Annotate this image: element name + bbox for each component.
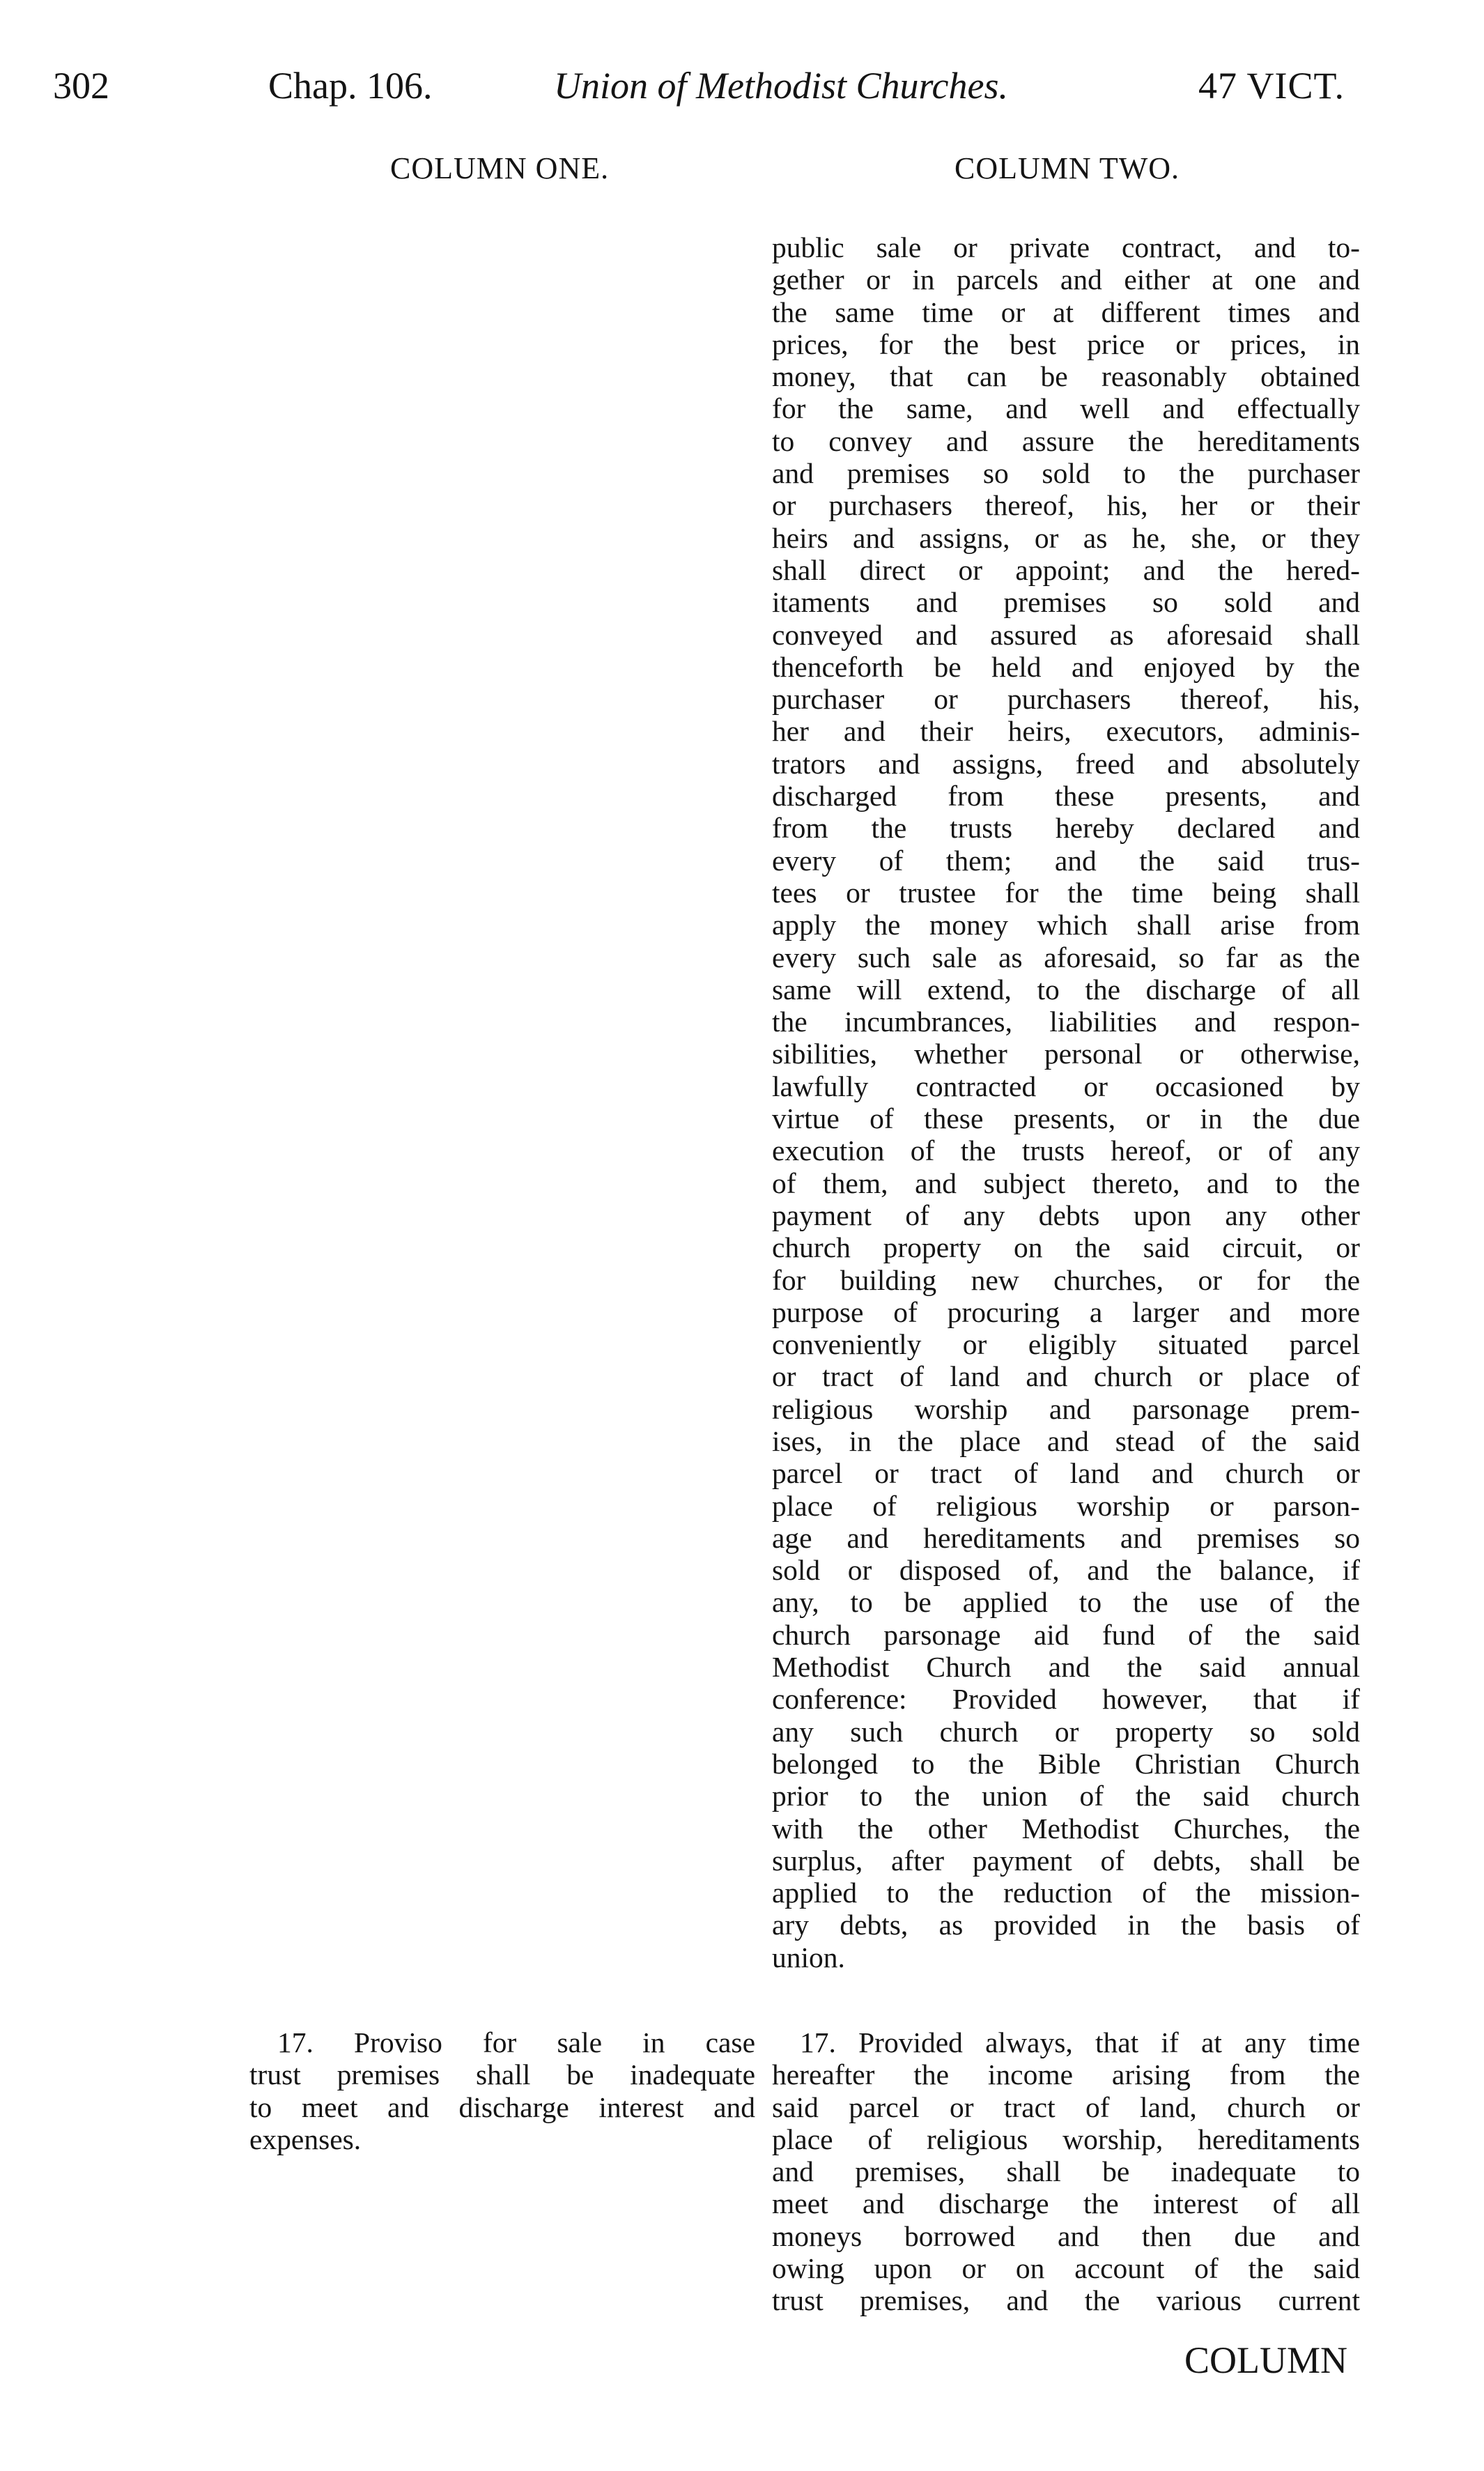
text-line: moneys borrowed and then due and — [772, 2219, 1360, 2252]
running-header — [0, 64, 1484, 120]
text-line: any, to be applied to the use of the — [772, 1586, 1360, 1619]
text-line: every such sale as aforesaid, so far as the — [772, 941, 1360, 973]
text-line: belonged to the Bible Christian Church — [772, 1747, 1360, 1780]
text-line: public sale or private contract, and to- — [772, 231, 1360, 263]
text-line: ary debts, as provided in the basis of — [772, 1909, 1360, 1941]
text-line: and premises so sold to the purchaser — [772, 457, 1360, 490]
text-line: virtue of these presents, or in the due — [772, 1102, 1360, 1135]
text-line: the incumbrances, liabilities and respon- — [772, 1006, 1360, 1038]
text-line: purpose of procuring a larger and more — [772, 1295, 1360, 1328]
regnal-year: 47 VICT. — [1198, 65, 1345, 107]
text-line: any such church or property so sold — [772, 1715, 1360, 1748]
text-line: her and their heirs, executors, adminis- — [772, 715, 1360, 748]
text-line: prior to the union of the said church — [772, 1780, 1360, 1812]
column-two-continuation — [772, 231, 1360, 1973]
note-line: trust premises shall be inadequate — [249, 2058, 755, 2091]
text-line: church parsonage aid fund of the said — [772, 1618, 1360, 1651]
note-line: 17. Proviso for sale in case — [277, 2026, 755, 2058]
text-line: tees or trustee for the time being shall — [772, 876, 1360, 909]
text-line: with the other Methodist Churches, the — [772, 1812, 1360, 1845]
text-line: prices, for the best price or prices, in — [772, 328, 1360, 360]
text-line: conveniently or eligibly situated parcel — [772, 1328, 1360, 1361]
text-line: applied to the reduction of the mission- — [772, 1877, 1360, 1909]
text-line: owing upon or on account of the said — [772, 2252, 1360, 2285]
catchword: COLUMN — [1184, 2339, 1348, 2381]
section-17-marginal-note — [249, 2026, 755, 2155]
text-line: parcel or tract of land and church or — [772, 1457, 1360, 1490]
text-line: sold or disposed of, and the balance, if — [772, 1554, 1360, 1587]
text-line: place of religious worship, hereditaments — [772, 2123, 1360, 2155]
text-line: heirs and assigns, or as he, she, or they — [772, 521, 1360, 554]
text-line: trust premises, and the various current — [772, 2284, 1360, 2317]
text-line: gether or in parcels and either at one and — [772, 263, 1360, 296]
text-line: church property on the said circuit, or — [772, 1231, 1360, 1264]
text-line: surplus, after payment of debts, shall be — [772, 1844, 1360, 1877]
text-line: and premises, shall be inadequate to — [772, 2155, 1360, 2188]
text-line: age and hereditaments and premises so — [772, 1521, 1360, 1554]
text-line: for the same, and well and effectually — [772, 392, 1360, 425]
text-line: the same time or at different times and — [772, 295, 1360, 328]
text-line: ises, in the place and stead of the said — [772, 1424, 1360, 1457]
note-line: to meet and discharge interest and — [249, 2091, 755, 2123]
text-line: meet and discharge the interest of all — [772, 2187, 1360, 2220]
text-line: thenceforth be held and enjoyed by the — [772, 650, 1360, 683]
text-line: money, that can be reasonably obtained — [772, 360, 1360, 393]
text-line: hereafter the income arising from the — [772, 2058, 1360, 2091]
text-line: conference: Provided however, that if — [772, 1683, 1360, 1716]
text-line: every of them; and the said trus- — [772, 844, 1360, 877]
text-line: discharged from these presents, and — [772, 780, 1360, 813]
text-line: 17. Provided always, that if at any time — [800, 2026, 1360, 2058]
text-line: apply the money which shall arise from — [772, 909, 1360, 941]
text-line: payment of any debts upon any other — [772, 1199, 1360, 1231]
text-line: or purchasers thereof, his, her or their — [772, 489, 1360, 522]
text-line: sibilities, whether personal or otherwise, — [772, 1038, 1360, 1070]
text-line: from the trusts hereby declared and — [772, 812, 1360, 845]
text-line: same will extend, to the discharge of all — [772, 973, 1360, 1006]
note-line: expenses. — [249, 2123, 362, 2155]
chapter-number: Chap. 106. — [268, 65, 433, 107]
text-line: shall direct or appoint; and the hered- — [772, 553, 1360, 586]
column-one-heading: COLUMN ONE. — [390, 151, 610, 185]
act-title: Union of Methodist Churches. — [554, 65, 1008, 107]
section-17-column-two — [772, 2026, 1360, 2317]
text-line: lawfully contracted or occasioned by — [772, 1070, 1360, 1102]
text-line: to convey and assure the hereditaments — [772, 424, 1360, 457]
text-line: execution of the trusts hereof, or of any — [772, 1134, 1360, 1167]
text-line: trators and assigns, freed and absolutely — [772, 747, 1360, 780]
text-line: Methodist Church and the said annual — [772, 1651, 1360, 1684]
text-line: said parcel or tract of land, church or — [772, 2091, 1360, 2123]
column-two-heading: COLUMN TWO. — [954, 151, 1180, 185]
text-line: for building new churches, or for the — [772, 1263, 1360, 1296]
text-line: union. — [772, 1941, 845, 1973]
text-line: place of religious worship or parson- — [772, 1489, 1360, 1522]
text-line: of them, and subject thereto, and to the — [772, 1167, 1360, 1199]
text-line: or tract of land and church or place of — [772, 1360, 1360, 1393]
text-line: conveyed and assured as aforesaid shall — [772, 618, 1360, 651]
text-line: religious worship and parsonage prem- — [772, 1392, 1360, 1425]
page-number: 302 — [53, 65, 109, 107]
text-line: purchaser or purchasers thereof, his, — [772, 683, 1360, 716]
text-line: itaments and premises so sold and — [772, 586, 1360, 619]
